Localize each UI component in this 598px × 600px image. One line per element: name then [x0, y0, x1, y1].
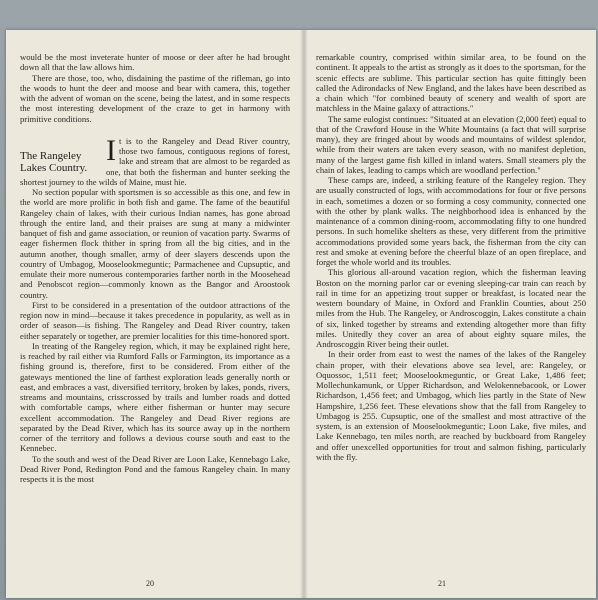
page-number-right: 21	[438, 579, 446, 588]
left-paragraph-6: In treating of the Rangeley region, which, it may be explained right here, is reached by rail either via Rumford Falls or Farmington, its importance as a fishing ground is, therefore, first to be considered. From either of the gateways mentioned the line of farthest exploration leads generally north or east, and embraces a vast, diversified territory, broken by lakes, ponds, rivers, streams and mountains, crisscrossed by trails and lumber roads and dotted with comfortable camps, where either fisherman or hunter may secure excellent accommodation. The Rangeley and Dead River regions are separated by the Dead River, which has its source away up in the northern corner of the territory and follows a devious course south and east to the Kennebec.	[20, 340, 290, 454]
left-page	[20, 52, 290, 582]
drop-cap: I	[106, 133, 116, 167]
section-block	[20, 133, 290, 187]
book-spread	[6, 30, 596, 598]
right-paragraph-5: In their order from east to west the names of the lakes of the Rangeley chain proper, with their elevations above sea level, are: Rangeley, or Oquossoc, 1,511 feet; Mooselookmeguntic, or Great Lake, 1,486 feet; Mollechunkamunk, or Upper Richardson, and Welokennebacook, or Lower Richardson, 1,456 feet; and Umbagog, which lies partly in the State of New Hampshire, 1,256 feet. These elevations show that the fall from Rangeley to Umbagog is 255. Cupsuptic, one of the smallest and most attractive of the system, is an extension of Mooselookmeguntic; Loon Lake, five miles, and Lake Kennebago, ten miles north, are reached by buckboard from Rangeley and offer unexcelled opportunities for trout and salmon fishing, particularly with the fly.	[316, 349, 586, 462]
right-paragraph-1: remarkable country, comprised within similar area, to be found on the continent. It appeals to the artist as strongly as it does to the sportsman, for the scenic effects are sublime. This particular section has quite fittingly been called the Adirondacks of New England, and the lakes have been described as a chain which "for combined beauty of scenery and wealth of sport are matchless in the Maine galaxy of attractions."	[316, 52, 586, 114]
book-gutter	[300, 30, 308, 598]
left-paragraph-7: To the south and west of the Dead River are Loon Lake, Kennebago Lake, Dead River Pond, Redington Pond and the famous Rangeley chain. In many respects it is the most	[20, 453, 290, 484]
right-page	[316, 52, 586, 582]
left-paragraph-5: First to be considered in a presentation of the outdoor attractions of the region now in mind—because it takes precedence in popularity, as well as in order of season—is fishing. The Rangeley and Dead River country, taken either separately or together, are premier localities for this time-honored sport.	[20, 299, 290, 341]
left-paragraph-3: t is to the Rangeley and Dead River country, those two famous, contiguous regions of forest, lake and stream that are almost to be regarded as one, that both the fisherman and hunter seeking the shortest journey to the wilds of Maine, must hie.	[20, 135, 290, 187]
right-paragraph-4: This glorious all-around vacation region, which the fisherman leaving Boston on the morning parlor car or evening sleeping-car train can reach by rail in time for an appetizing trout supper or breakfast, is located near the western boundary of Maine, in Oxford and Franklin Counties, about 250 miles from the Hub. The Rangeley, or Androscoggin, Lakes constitute a chain of six, linked together by streams and extending altogether more than fifty miles. Unitedly they cover an area of about eighty square miles, the Androscoggin River being their outlet.	[316, 267, 586, 349]
left-paragraph-4: No section popular with sportsmen is so accessible as this one, and few in the world are more prolific in both fish and game. The fame of the beautiful Rangeley chain of lakes, with their curious Indian names, has gone abroad through the entire land, and their praises are sung at many a midwinter banquet of fish and game association, or reunion of vacation party. Swarms of eager fishermen flock thither in spring from all the big cities, and in the autumn another, though smaller, army of deer slayers descends upon the country of Umbagog, Mooselookmeguntic; Parmachenee and Cupsuptic, and emulate their more numerous contemporaries farther north in the Moosehead and Penobscot region—commonly known as the Bangor and Aroostook country.	[20, 187, 290, 300]
page-number-left: 20	[146, 579, 154, 588]
left-paragraph-1: would be the most inveterate hunter of moose or deer after he had brought down all that the law allows him.	[20, 52, 290, 73]
right-paragraph-3: These camps are, indeed, a striking feature of the Rangeley region. They are usually constructed of logs, with accommodations for four or five persons in each, sometimes a dozen or so forming a cosy community, connected one with the other by plank walks. The neighborhood idea is enhanced by the maintenance of a common dining-room, accommodating fifty to one hundred persons. In such homelike shelters as these, very different from the primitive accommodations provided some years back, the fisherman from the city can rest and smoke at evening before the cheerful blaze of an open fireplace, and forget the whole world and its troubles.	[316, 175, 586, 267]
left-paragraph-2: There are those, too, who, disdaining the pastime of the rifleman, go into the woods to hunt the deer and moose and bear with camera, this, together with the advent of woman on the scene, being the latest, and in some respects the most interesting development of the craze to get in harmony with primitive conditions.	[20, 72, 290, 124]
right-paragraph-2: The same eulogist continues: "Situated at an elevation (2,000 feet) equal to that of the Crawford House in the White Mountains (a fact that will surprise many), they are fringed about by woods and mountains of wildest splendor, while from their waters are taken every season, with no manifest depletion, many of the largest game fish killed in inland waters. Small steamers ply the chain of lakes, leading to camps which are woodland perfection."	[316, 113, 586, 175]
section-heading: The Rangeley Lakes Country.	[20, 149, 88, 175]
